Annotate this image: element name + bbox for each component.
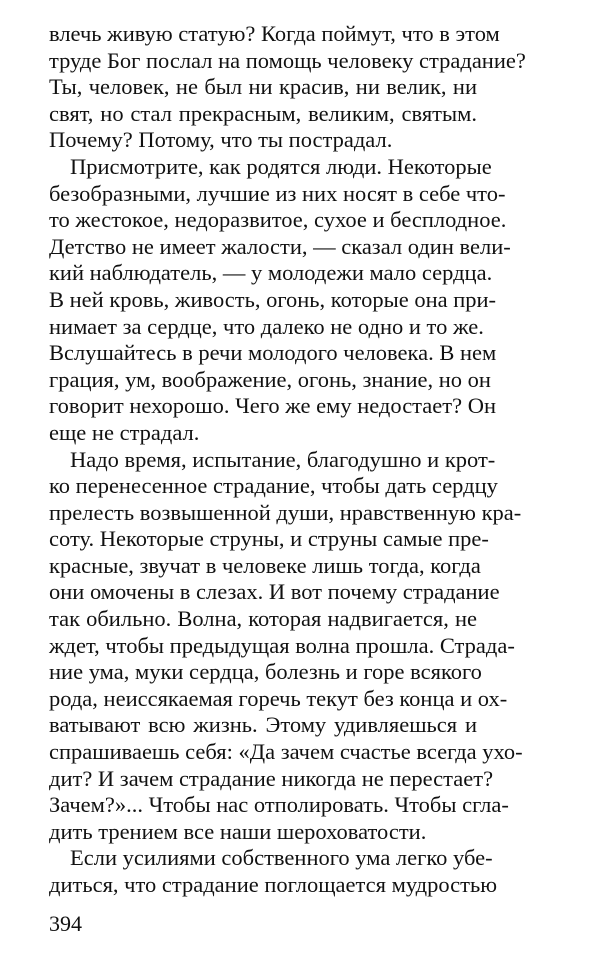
text-line: рода, неиссякаемая горечь текут без конца и ох- [49, 685, 508, 711]
text-line: соту. Некоторые струны, и струны самые пре- [49, 526, 489, 552]
text-line: то жестокое, недоразвитое, сухое и бесплодное. [49, 207, 507, 233]
text-line: ко перенесенное страдание, чтобы дать сердцу [49, 473, 498, 499]
text-line: труде Бог послал на помощь человеку страдание? [49, 47, 526, 73]
text-line: безобразными, лучшие из них носят в себе что- [49, 180, 506, 206]
text-line: они омочены в слезах. И вот почему страдание [49, 579, 500, 605]
text-line: так обильно. Волна, которая надвигается, не [49, 606, 477, 632]
paragraph [49, 446, 523, 846]
text-line: ватывают всю жизнь. Этому удивляешься и [49, 712, 477, 738]
text-line: ждет, чтобы предыдущая волна прошла. Страда- [49, 632, 515, 658]
text-line: Если усилиями собственного ума легко убе- [70, 845, 493, 871]
text-line: спрашиваешь себя: «Да зачем счастье всегда ухо- [49, 739, 523, 765]
text-line: ние ума, муки сердца, болезнь и горе всякого [49, 659, 482, 685]
paragraph [49, 845, 498, 898]
text-line: свят, но стал прекрасным, великим, святым. [49, 100, 477, 126]
text-line: диться, что страдание поглощается мудростью [49, 872, 498, 897]
text-line: дить трением все наши шероховатости. [49, 818, 427, 844]
text-line: красные, звучат в человеке лишь тогда, когда [49, 552, 481, 578]
paragraph [49, 21, 526, 154]
page-number: 394 [49, 911, 82, 936]
text-line: нимает за сердце, что далеко не одно и то же. [49, 313, 484, 339]
text-line: Ты, человек, не был ни красив, ни велик, ни [49, 74, 477, 100]
text-line: дит? И зачем страдание никогда не перестает? [49, 765, 494, 791]
text-line: Детство не имеет жалости, — сказал один вели- [49, 233, 511, 259]
text-line: говорит нехорошо. Чего же ему недостает? Он [49, 393, 496, 419]
text-line: влечь живую статую? Когда поймут, что в этом [49, 21, 500, 46]
text-line: Вслушайтесь в речи молодого человека. В нем [49, 340, 497, 366]
text-line: кий наблюдатель, — у молодежи мало сердца. [49, 260, 493, 286]
text-line: Зачем?»... Чтобы нас отполировать. Чтобы сгла- [49, 792, 509, 818]
paragraph [49, 153, 511, 447]
text-line: Почему? Потому, что ты пострадал. [49, 127, 393, 153]
text-line: В ней кровь, живость, огонь, которые она при- [49, 286, 497, 312]
text-line: Надо время, испытание, благодушно и крот- [70, 446, 496, 472]
text-line: Присмотрите, как родятся люди. Некоторые [70, 153, 492, 179]
page-body [49, 21, 526, 899]
text-line: грация, ум, воображение, огонь, знание, но он [49, 366, 491, 392]
text-line: прелесть возвышенной души, нравственную кра- [49, 499, 522, 525]
text-line: еще не страдал. [49, 419, 200, 445]
